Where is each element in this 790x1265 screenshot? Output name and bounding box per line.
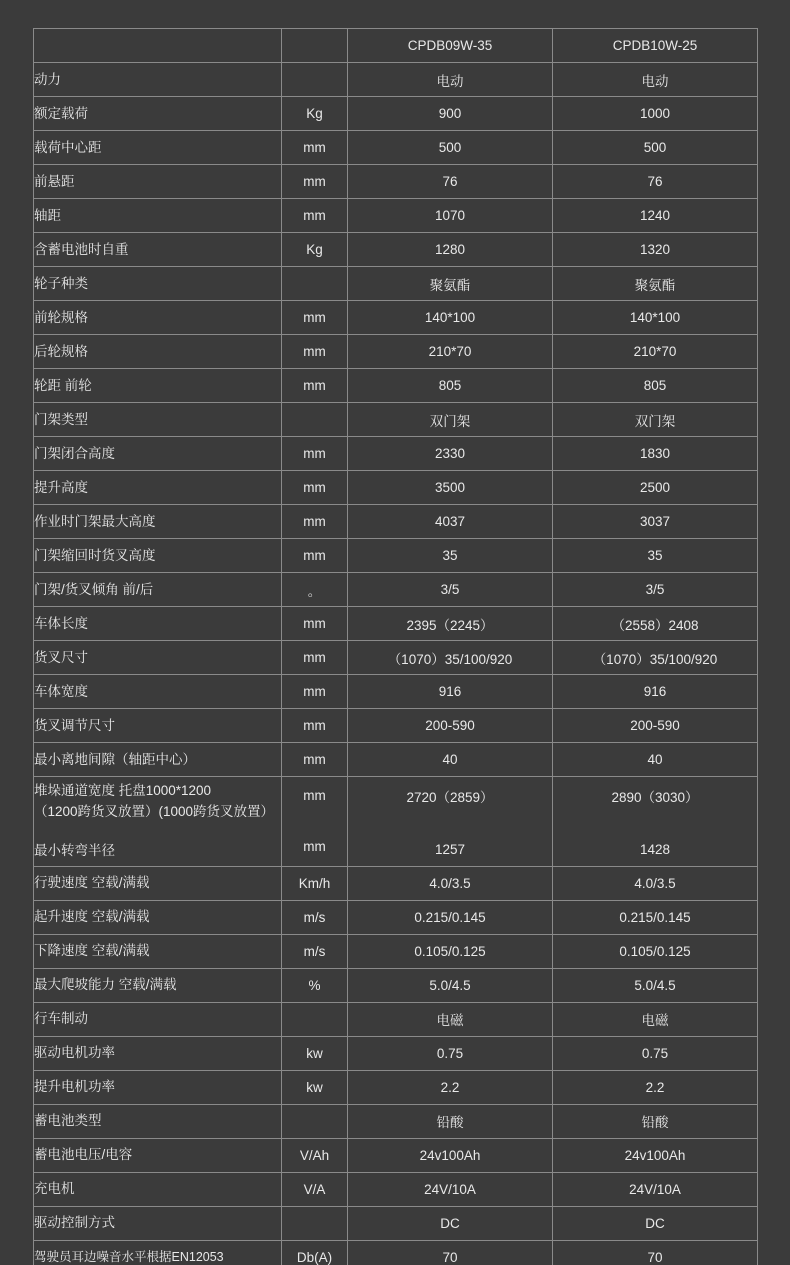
row-value-model-1: 铅酸 [348,1104,553,1138]
row-label: 驱动电机功率 [34,1036,282,1070]
row-value-model-2: 500 [553,131,758,165]
specification-table [33,28,758,1265]
row-value-model-2: 1000 [553,97,758,131]
row-unit [282,403,348,437]
row-label: 充电机 [34,1172,282,1206]
row-value-model-1: DC [348,1206,553,1240]
row-unit: Kg [282,97,348,131]
row-label: 作业时门架最大高度 [34,505,282,539]
row-label: 驱动控制方式 [34,1206,282,1240]
table-row [34,675,758,709]
row-value-model-1: 2330 [348,437,553,471]
row-unit: m/s [282,900,348,934]
row-value-model-2: 24V/10A [553,1172,758,1206]
row-value-model-1: 210*70 [348,335,553,369]
table-row [34,1104,758,1138]
row-label: 额定载荷 [34,97,282,131]
table-row [34,1002,758,1036]
row-value-model-2: 805 [553,369,758,403]
row-unit: mm [282,539,348,573]
row-label: 货叉尺寸 [34,641,282,675]
table-row [34,267,758,301]
row-unit: mm [282,641,348,675]
table-row [34,539,758,573]
row-label: 最大爬坡能力 空载/满载 [34,968,282,1002]
row-value-model-2: 76 [553,165,758,199]
row-value-model-1: 4.0/3.5 [348,866,553,900]
row-value-model-2: 铅酸 [553,1104,758,1138]
row-unit: mm [282,675,348,709]
row-label: 门架类型 [34,403,282,437]
row-label-group [34,777,282,867]
row-label: 门架/货叉倾角 前/后 [34,573,282,607]
row-value-model-1: 2.2 [348,1070,553,1104]
row-unit: mm [282,437,348,471]
row-label: 蓄电池电压/电容 [34,1138,282,1172]
row-value-model-1: 35 [348,539,553,573]
row-unit: Kg [282,233,348,267]
table-row [34,900,758,934]
row-unit [282,267,348,301]
row-value-model-1: 805 [348,369,553,403]
row-label: 轴距 [34,199,282,233]
table-row [34,1138,758,1172]
row-label: 货叉调节尺寸 [34,709,282,743]
row-value-model-1: 916 [348,675,553,709]
row-value-model-2: 140*100 [553,301,758,335]
row-value-aisle-model-1: 2720（2859） [406,789,494,805]
table-row [34,233,758,267]
row-label: 门架闭合高度 [34,437,282,471]
row-value-model-2: 1240 [553,199,758,233]
row-unit [282,1206,348,1240]
table-row [34,743,758,777]
row-label-line-2: （1200跨货叉放置）(1000跨货叉放置） [34,803,275,819]
table-row-aisle-width [34,777,758,867]
row-value-model-2: 200-590 [553,709,758,743]
header-unit [282,29,348,63]
row-value-model-2: 2.2 [553,1070,758,1104]
row-unit: 。 [282,573,348,607]
row-unit-turning: mm [303,839,326,855]
row-value-model-1: 70 [348,1240,553,1265]
table-row [34,403,758,437]
row-unit [282,1002,348,1036]
row-unit: V/A [282,1172,348,1206]
row-value-model-2: 916 [553,675,758,709]
table-row [34,1070,758,1104]
row-unit [282,1104,348,1138]
table-row [34,131,758,165]
row-value-model-1: 聚氨酯 [348,267,553,301]
row-unit: kw [282,1070,348,1104]
row-unit-group [282,777,348,867]
row-value-model-2: 4.0/3.5 [553,866,758,900]
row-value-model-2: （2558）2408 [553,607,758,641]
row-value-model-1: 40 [348,743,553,777]
row-value-model-2: DC [553,1206,758,1240]
row-value-model-1: 1070 [348,199,553,233]
row-value-model-2: 0.75 [553,1036,758,1070]
row-unit: mm [282,165,348,199]
row-label: 提升电机功率 [34,1070,282,1104]
row-value-model-1: 140*100 [348,301,553,335]
row-label: 行驶速度 空载/满载 [34,866,282,900]
header-model-2: CPDB10W-25 [553,29,758,63]
row-value-model-2: 1320 [553,233,758,267]
table-header-row [34,29,758,63]
row-value-model-2: 35 [553,539,758,573]
row-value-model-1: 3500 [348,471,553,505]
row-value-model-2: 0.105/0.125 [553,934,758,968]
row-unit: mm [282,743,348,777]
table-row [34,709,758,743]
table-row [34,968,758,1002]
row-unit: mm [282,301,348,335]
table-header [34,29,758,63]
row-value-model-2: 1830 [553,437,758,471]
row-label: 起升速度 空载/满载 [34,900,282,934]
row-unit-aisle: mm [303,788,326,804]
row-value-model-1: 200-590 [348,709,553,743]
row-value-model-1: 双门架 [348,403,553,437]
table-body [34,63,758,1265]
row-value-model-1: 电磁 [348,1002,553,1036]
table-row [34,573,758,607]
row-unit: mm [282,369,348,403]
row-value-model-2: 0.215/0.145 [553,900,758,934]
table-row [34,641,758,675]
row-value-model-1: 电动 [348,63,553,97]
row-value-model-1: 0.75 [348,1036,553,1070]
row-value-model-2: 3037 [553,505,758,539]
table-row [34,471,758,505]
table-row [34,335,758,369]
row-unit: mm [282,471,348,505]
row-label: 后轮规格 [34,335,282,369]
row-unit: % [282,968,348,1002]
row-value-model-1: 2395（2245） [348,607,553,641]
row-label: 轮距 前轮 [34,369,282,403]
table-row [34,934,758,968]
table-row [34,369,758,403]
row-value-model-2: 3/5 [553,573,758,607]
table-row [34,1240,758,1265]
row-value-model-2: 24v100Ah [553,1138,758,1172]
row-label: 提升高度 [34,471,282,505]
row-value-model-1: 0.215/0.145 [348,900,553,934]
row-value-model-1: 5.0/4.5 [348,968,553,1002]
row-label-turning-radius: 最小转弯半径 [34,842,115,858]
row-label: 最小离地间隙（轴距中心） [34,743,282,777]
table-row [34,97,758,131]
row-value-model-2: （1070）35/100/920 [553,641,758,675]
row-value-model-1: 0.105/0.125 [348,934,553,968]
row-unit: mm [282,131,348,165]
table-row [34,1206,758,1240]
row-label: 前悬距 [34,165,282,199]
row-label: 动力 [34,63,282,97]
row-label: 驾驶员耳边噪音水平根据EN12053 [34,1240,282,1265]
row-value-model-2: 聚氨酯 [553,267,758,301]
row-value-model-2: 40 [553,743,758,777]
row-label: 载荷中心距 [34,131,282,165]
row-value-model-1: 24V/10A [348,1172,553,1206]
row-unit: mm [282,335,348,369]
row-value-group-model-1 [348,777,553,867]
row-unit: mm [282,505,348,539]
row-label: 含蓄电池时自重 [34,233,282,267]
row-label: 行车制动 [34,1002,282,1036]
row-value-model-1: 76 [348,165,553,199]
row-value-model-1: 1280 [348,233,553,267]
row-unit: mm [282,709,348,743]
row-value-model-1: 900 [348,97,553,131]
row-label: 下降速度 空载/满载 [34,934,282,968]
row-value-model-1: （1070）35/100/920 [348,641,553,675]
row-value-model-2: 70 [553,1240,758,1265]
row-unit: kw [282,1036,348,1070]
table-row [34,301,758,335]
row-value-model-2: 电磁 [553,1002,758,1036]
row-value-model-1: 500 [348,131,553,165]
header-parameter-name [34,29,282,63]
row-label: 轮子种类 [34,267,282,301]
row-value-turning-model-2: 1428 [639,841,671,857]
row-unit [282,63,348,97]
row-label: 车体长度 [34,607,282,641]
table-row [34,1036,758,1070]
table-row [34,607,758,641]
header-model-1: CPDB09W-35 [348,29,553,63]
table-row [34,165,758,199]
table-row [34,199,758,233]
row-unit: V/Ah [282,1138,348,1172]
row-value-turning-model-1: 1257 [434,841,466,857]
table-row [34,866,758,900]
row-value-model-2: 210*70 [553,335,758,369]
row-value-group-model-2 [553,777,758,867]
table-row [34,437,758,471]
row-unit: Km/h [282,866,348,900]
row-label: 蓄电池类型 [34,1104,282,1138]
row-value-model-1: 24v100Ah [348,1138,553,1172]
row-unit: mm [282,199,348,233]
row-value-aisle-model-2: 2890（3030） [611,789,699,805]
row-label: 门架缩回时货叉高度 [34,539,282,573]
row-value-model-2: 双门架 [553,403,758,437]
table-row [34,505,758,539]
row-label: 车体宽度 [34,675,282,709]
row-unit: Db(A) [282,1240,348,1265]
row-value-model-2: 5.0/4.5 [553,968,758,1002]
row-label-line-1: 堆垛通道宽度 托盘1000*1200 [34,783,212,798]
row-value-model-1: 4037 [348,505,553,539]
row-label: 前轮规格 [34,301,282,335]
row-value-model-2: 电动 [553,63,758,97]
row-unit: mm [282,607,348,641]
row-value-model-2: 2500 [553,471,758,505]
row-value-model-1: 3/5 [348,573,553,607]
table-row [34,1172,758,1206]
table-row [34,63,758,97]
row-unit: m/s [282,934,348,968]
